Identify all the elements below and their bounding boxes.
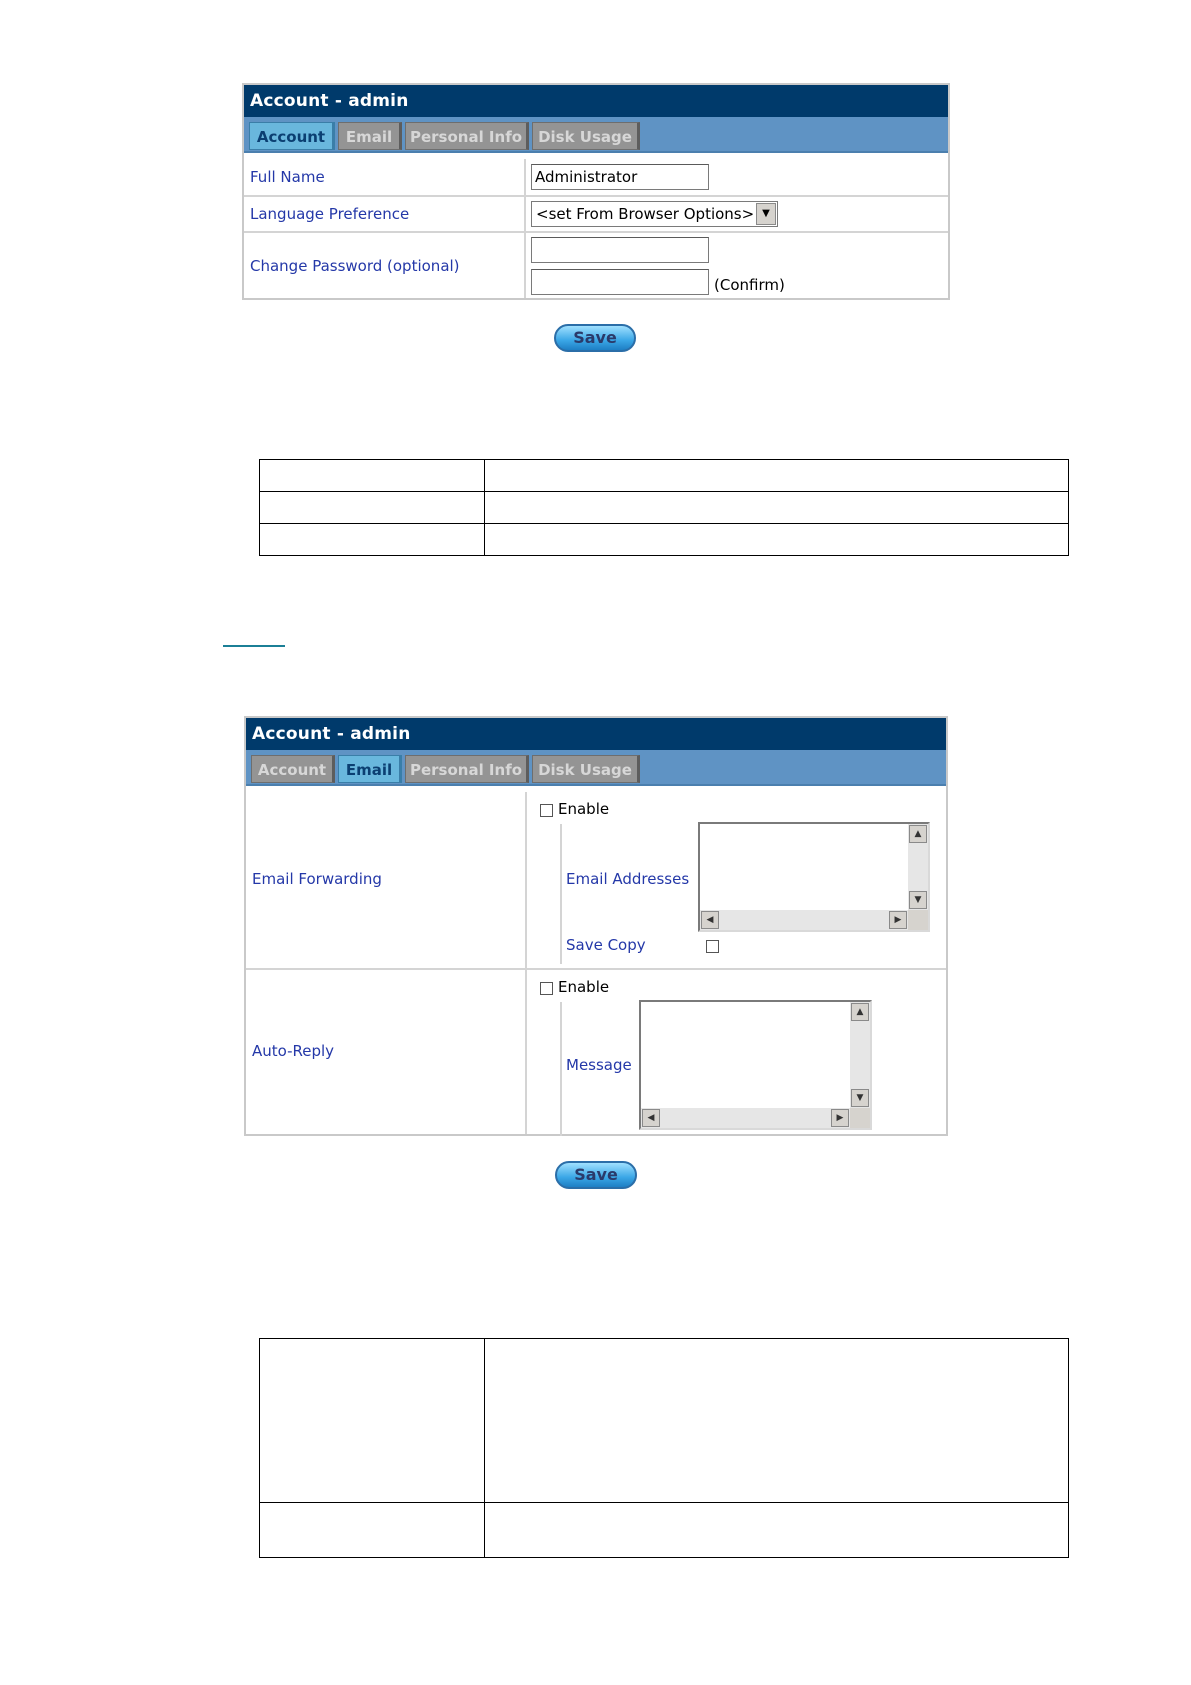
tab-personal-info[interactable]: Personal Info — [405, 755, 529, 783]
form-body — [246, 792, 946, 1134]
vertical-scrollbar[interactable] — [908, 824, 928, 910]
form-body — [244, 159, 948, 298]
arrow-left-icon[interactable]: ◀ — [701, 911, 719, 929]
vertical-scrollbar[interactable] — [850, 1002, 870, 1108]
forwarding-enable-checkbox[interactable] — [540, 804, 553, 817]
arrow-down-icon[interactable]: ▼ — [909, 891, 927, 909]
save-copy-checkbox[interactable] — [706, 940, 719, 953]
language-label: Language Preference — [250, 205, 410, 223]
account-panel — [242, 83, 950, 300]
tab-bar — [244, 117, 948, 153]
arrow-right-icon[interactable]: ▶ — [889, 911, 907, 929]
message-label: Message — [566, 1056, 632, 1074]
full-name-input[interactable] — [531, 164, 709, 190]
table-cell — [485, 524, 1069, 556]
password-confirm-input[interactable] — [531, 269, 709, 295]
resize-grip — [850, 1108, 870, 1128]
panel-title: Account - admin — [244, 85, 948, 117]
chevron-down-icon[interactable]: ▼ — [756, 203, 776, 225]
email-forwarding-label: Email Forwarding — [252, 870, 382, 888]
password-label: Change Password (optional) — [250, 257, 460, 275]
table-cell — [260, 460, 485, 492]
arrow-up-icon[interactable]: ▲ — [909, 825, 927, 843]
table-row — [260, 492, 1069, 524]
tab-disk-usage[interactable]: Disk Usage — [532, 755, 640, 783]
arrow-up-icon[interactable]: ▲ — [851, 1003, 869, 1021]
arrow-right-icon[interactable]: ▶ — [831, 1109, 849, 1127]
table-row — [260, 524, 1069, 556]
password-row — [244, 231, 948, 300]
tab-account[interactable]: Account — [249, 122, 335, 150]
auto-reply-enable-checkbox[interactable] — [540, 982, 553, 995]
table-cell — [260, 1503, 485, 1558]
tab-personal-info[interactable]: Personal Info — [405, 122, 529, 150]
tab-account[interactable]: Account — [251, 755, 335, 783]
email-addresses-textarea[interactable] — [698, 822, 930, 932]
confirm-label: (Confirm) — [714, 276, 785, 294]
horizontal-scrollbar[interactable] — [700, 910, 908, 930]
language-select[interactable] — [531, 201, 778, 227]
table-row — [260, 460, 1069, 492]
resize-grip — [908, 910, 928, 930]
figure-rule — [223, 645, 285, 647]
doc-table-2 — [259, 1338, 1069, 1558]
email-addresses-label: Email Addresses — [566, 870, 690, 888]
table-row — [260, 1503, 1069, 1558]
tab-email[interactable]: Email — [338, 122, 402, 150]
table-cell — [485, 460, 1069, 492]
password-input[interactable] — [531, 237, 709, 263]
full-name-row — [244, 159, 948, 195]
indent-guide — [560, 1002, 562, 1136]
table-cell — [485, 1339, 1069, 1503]
email-panel — [244, 716, 948, 1136]
tab-email[interactable]: Email — [338, 755, 402, 783]
table-cell — [260, 1339, 485, 1503]
table-cell — [260, 524, 485, 556]
indent-guide — [560, 824, 562, 964]
auto-reply-label: Auto-Reply — [252, 1042, 335, 1060]
email-forwarding-row — [246, 792, 946, 968]
table-cell — [260, 492, 485, 524]
tab-bar — [246, 750, 946, 786]
message-textarea[interactable] — [639, 1000, 872, 1130]
horizontal-scrollbar[interactable] — [641, 1108, 850, 1128]
arrow-left-icon[interactable]: ◀ — [642, 1109, 660, 1127]
table-row — [260, 1339, 1069, 1503]
save-button[interactable]: Save — [554, 324, 636, 352]
auto-reply-row — [246, 968, 946, 1138]
tab-disk-usage[interactable]: Disk Usage — [532, 122, 640, 150]
panel-title: Account - admin — [246, 718, 946, 750]
forwarding-enable-label: Enable — [558, 800, 610, 818]
table-cell — [485, 1503, 1069, 1558]
save-copy-label: Save Copy — [566, 936, 646, 954]
full-name-label: Full Name — [250, 168, 325, 186]
language-row — [244, 195, 948, 231]
table-cell — [485, 492, 1069, 524]
save-button[interactable]: Save — [555, 1161, 637, 1189]
doc-table-1 — [259, 459, 1069, 556]
auto-reply-enable-label: Enable — [558, 978, 610, 996]
language-select-value: <set From Browser Options> — [536, 205, 755, 223]
arrow-down-icon[interactable]: ▼ — [851, 1089, 869, 1107]
